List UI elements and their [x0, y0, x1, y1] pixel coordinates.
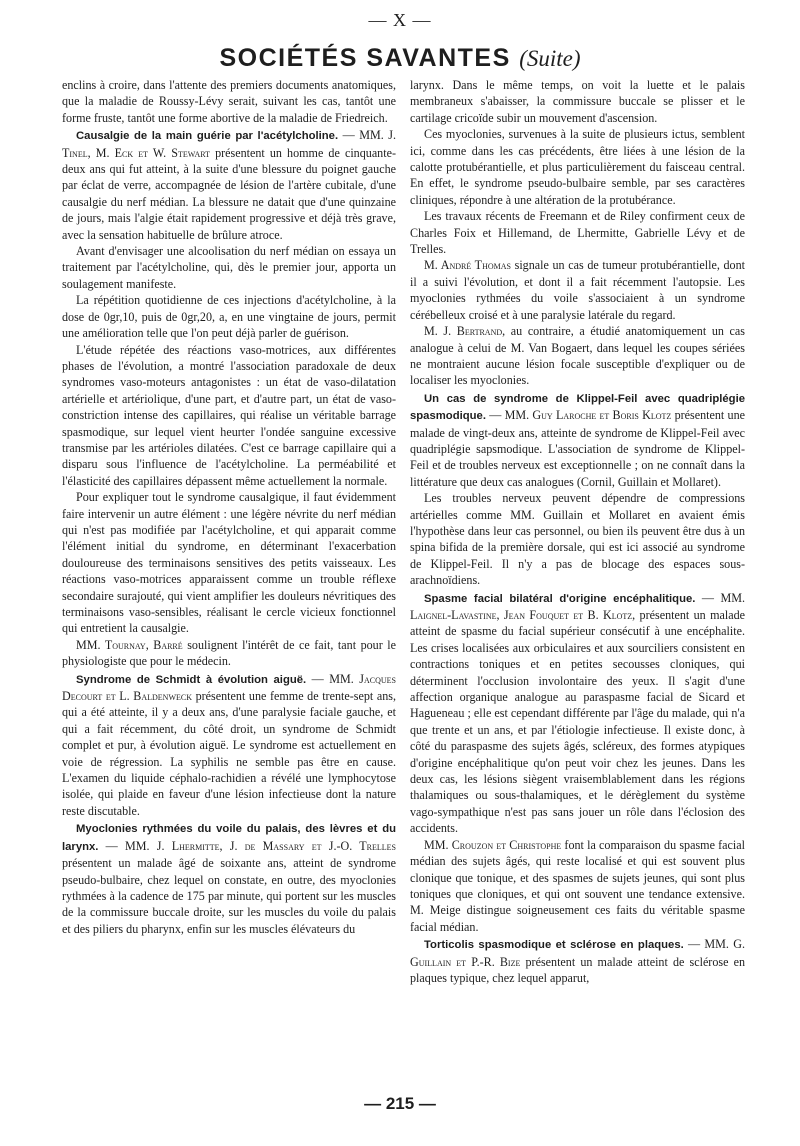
paragraph-text: enclins à croire, dans l'attente des premiers documents anatomiques, que la maladie de Roussy-Lévy serait, suivant les cas, tantôt une forme fruste, tantôt une forme abortive de la maladie de Friedreich.	[62, 78, 396, 125]
author-names: MM. J. Lhermitte, J. de Massary et J.-O. Trelles	[125, 838, 397, 853]
paragraph-text: Pour expliquer tout le syndrome causalgique, il faut évidemment faire intervenir un autre élément : une légère névrite du nerf médian qui n'est pas modifiée par l'acétylcholine, et qui apparait comme l'élément initial du syndrome, en déterminant l'exacerbation douloureuse des terminaisons sensitives des petits vaisseaux. Les réactions vaso-motrices apparaissent comme un trouble réflexe secondaire surajouté, qui vient amplifier les douleurs névritiques des terminaisons vaso-sensibles, réalisant le cercle vicieux fonctionnel qui entretient la causalgie.	[62, 490, 396, 636]
right-column	[410, 77, 745, 986]
communication-heading: Myoclonies rythmées du voile du palais, des lèvres et du larynx.	[62, 823, 396, 853]
author-names: MM. Tournay, Barré	[76, 637, 183, 652]
communication-heading: Un cas de syndrome de Klippel-Feil avec quadriplégie spasmodique.	[410, 392, 745, 423]
paragraph-text: font la comparaison du spasme facial médian des sujets âgés, qui reste localisé et qui est souvent plus clonique que tonique, et des spasmes de sujets jeunes, qui sont plus toniques que cloniques, et qui ont souvent une tendance extensive. M. Meige distingue soigneusement ces faits du véritable spasme facial médian.	[410, 837, 745, 934]
author-names: M. J. Bertrand	[424, 324, 503, 339]
paragraph	[62, 489, 396, 637]
page-number: — 215 —	[364, 1094, 436, 1113]
communication-heading: Syndrome de Schmidt à évolution aiguë.	[76, 673, 307, 686]
section-title	[0, 44, 800, 73]
paragraph	[62, 637, 396, 670]
author-names: MM. Crouzon et Christophe	[424, 837, 562, 852]
paragraph	[62, 243, 396, 292]
paragraph	[62, 292, 396, 341]
section-title-suite: (Suite)	[519, 46, 581, 71]
paragraph-text: présentent un malade atteint de sclérose en plaques typique, chez lequel apparut,	[410, 954, 746, 985]
paragraph-text: Les travaux récents de Freemann et de Riley confirment ceux de Charles Foix et Hillemand, de Lhermitte, Gabrielle Lévy et de Trelles.	[410, 209, 745, 257]
heading-dash: —	[485, 408, 505, 423]
paragraph	[62, 342, 396, 490]
paragraph	[410, 323, 745, 389]
communication-heading: Spasme facial bilatéral d'origine encéphalitique.	[424, 592, 696, 605]
paragraph-text: soulignent l'intérêt de ce fait, tant pour le physiologiste que pour le médecin.	[62, 637, 396, 669]
paragraph-text: La répétition quotidienne de ces injections d'acétylcholine, à la dose de 0gr,10, puis de 0gr,20, a, en une vingtaine de jours, permit une amélioration telle que l'on peut déjà parler de guérison.	[62, 293, 396, 341]
paragraph-text: larynx. Dans le même temps, on voit la luette et le palais membraneux s'abaisser, la commissure buccale se plisser et le cartilage cricoïde subir un mouvement d'ascension.	[410, 78, 745, 125]
communication-entry	[62, 820, 396, 937]
communication-entry	[62, 127, 396, 243]
paragraph-text: présentent une femme de trente-sept ans, qui a été atteinte, il y a deux ans, d'une paralysie faciale gauche, et qui a fait récemment, du côté droit, un syndrome de Schmidt complet et pur, à évolution aiguë. Le syndrome est actuellement en voie de régression. La syphilis ne semble pas être en cause. L'examen du liquide céphalo-rachidien a révélé une lymphocytose isolée, qui plaide en faveur d'une lésion infectieuse dont la nature reste discutable.	[62, 689, 396, 818]
communication-entry	[410, 936, 745, 986]
author-names: M. André Thomas	[424, 258, 511, 273]
author-names: MM. J. Tinel, M. Eck et W. Stewart	[62, 128, 396, 160]
paragraph	[410, 208, 745, 257]
paragraph-text: signale un cas de tumeur protubérantielle, dont il a suivi l'évolution, et dont il a fait récemment l'autopsie. Les myoclonies rythmées du voile s'associaient à un syndrome cérébelleux croisé et à une paralysie latérale du regard.	[410, 258, 745, 322]
heading-dash: —	[683, 937, 705, 952]
paragraph-text: Avant d'envisager une alcoolisation du nerf médian on essaya un traitement par l'acétylcholine, qui, dès le premier jour, apporta un soulagement manifeste.	[62, 244, 396, 291]
author-names: MM. G. Guillain et P.-R. Bize	[410, 937, 745, 969]
header-roman-numeral: — X —	[368, 10, 432, 30]
paragraph-text: , au contraire, a étudié anatomiquement un cas analogue à celui de M. Van Bogaert, dans lequel les coupes sériées ne montraient aucune lésion focale susceptible d'expliquer ou de localiser les myoclonies.	[410, 324, 745, 388]
continued-paragraph	[410, 77, 745, 126]
paragraph-text: présentent un homme de cinquante-deux ans qui fut atteint, à la suite d'une blessure du poignet gauche par éclat de verre, accompagnée de lésion de l'artère cubitale, d'une causalgie du nerf médian. La blessure ne datait que d'une quinzaine de jours, mais l'algie était rapidement progressive et déjà très grave, avec la sensation habituelle de brûlure atroce.	[62, 145, 396, 242]
communication-heading: Torticolis spasmodique et sclérose en plaques.	[424, 939, 684, 952]
author-names: MM. Laignel-Lavastine, Jean Fouquet et B. Klotz	[410, 590, 745, 622]
paragraph-text: présentent un malade âgé de soixante ans, atteint de syndrome pseudo-bulbaire, chez lequel on constate, en outre, des myoclonies rythmées à la cadence de 175 par minute, qui portent sur les muscles de la commissure buccale droite, sur les muscles du voile du palais et des piliers du pharynx, enfin sur les muscles élévateurs du	[62, 856, 396, 936]
paragraph-text: L'étude répétée des réactions vaso-motrices, aux différentes phases de l'évolution, a montré l'association paradoxale de deux syndromes vaso-moteurs antagonistes : un état de vaso-dilatation artérielle et artériolique, d'une part, et d'autre part, un état de vaso-constriction intense des capillaires, qui réalise un véritable barrage spasmodique, sur lequel vient heurter l'ondée sanguine excessive transmise par les artérioles dilatées. C'est ce barrage capillaire qui a disparu sous l'influence de l'acétylcholine. La perméabilité et l'élasticité des capillaires dépassent même actuellement la normale.	[62, 342, 396, 488]
communication-entry	[410, 590, 745, 837]
paragraph-text: présentent une malade de vingt-deux ans, atteinte de syndrome de Klippel-Feil avec quadriplégie sapsmodique. L'association de syndrome de Klippel-Feil et de troubles nerveux est exceptionnelle ; on ne connaît dans la littérature que deux cas analogues (Cornil, Guillain et Mollaret).	[410, 408, 745, 489]
heading-dash: —	[695, 590, 721, 605]
communication-heading: Causalgie de la main guérie par l'acétylcholine.	[76, 130, 339, 143]
paragraph-text: Ces myoclonies, survenues à la suite de plusieurs ictus, semblent ici, comme dans les cas précédents, être liées à une lésion de la calotte protubérantielle, et plus particulièrement du faisceau central. En effet, le syndrome pseudo-bulbaire semble, par ses caractères cliniques, répondre à une altération de la protubérance.	[410, 127, 745, 207]
author-names: MM. Guy Laroche et Boris Klotz	[504, 408, 672, 423]
paragraph-text: Les troubles nerveux peuvent dépendre de compressions artérielles comme MM. Guillain et Mollaret en avaient émis l'hypothèse dans leur cas personnel, ou bien ils peuvent être dus à un spina bifida de la première dorsale, qui est ici associé au syndrome de Klippel-Feil. Il n'y a pas de blocage des espaces sous- arachnoïdiens.	[410, 491, 745, 588]
communication-entry	[62, 671, 396, 820]
heading-dash: —	[98, 838, 125, 853]
heading-dash: —	[338, 128, 360, 143]
communication-entry	[410, 390, 745, 490]
section-title-text: SOCIÉTÉS SAVANTES	[219, 44, 511, 72]
paragraph	[410, 126, 745, 208]
heading-dash: —	[306, 671, 330, 686]
continued-paragraph	[62, 77, 396, 126]
author-names: MM. Jacques Decourt et L. Baldenweck	[62, 671, 397, 704]
paragraph	[410, 490, 745, 588]
paragraph	[410, 257, 745, 323]
left-column	[62, 77, 396, 937]
paragraph-text: , présentent un malade atteint de spasme du facial supérieur consécutif à une encéphalite. Les crises localisées aux orbiculaires et aux sourciliers consistent en contractions toniques et en petites secousses cloniques, qui déterminent l'occlusion involontaire des yeux. Il s'agit d'une affection organique analogue au paraspasme facial de Sicard et Hagueneau ; elle est cependant différente par l'âge du malade, qui n'a que trente et un ans, et par l'étiologie infectieuse. Il existe donc, à côté du paraspasme des sujets âgés, scléreux, des formes atypiques d'origine encéphalitique qu'on peut voir chez les jeunes. Dans les deux cas, les lésions siègent vraisemblablement dans les régions thalamiques ou sous-thalamiques, et le dérèglement du système vago-sympathique n'est pas sans jouer un rôle dans l'éclosion des accidents.	[410, 608, 745, 836]
paragraph	[410, 837, 745, 935]
